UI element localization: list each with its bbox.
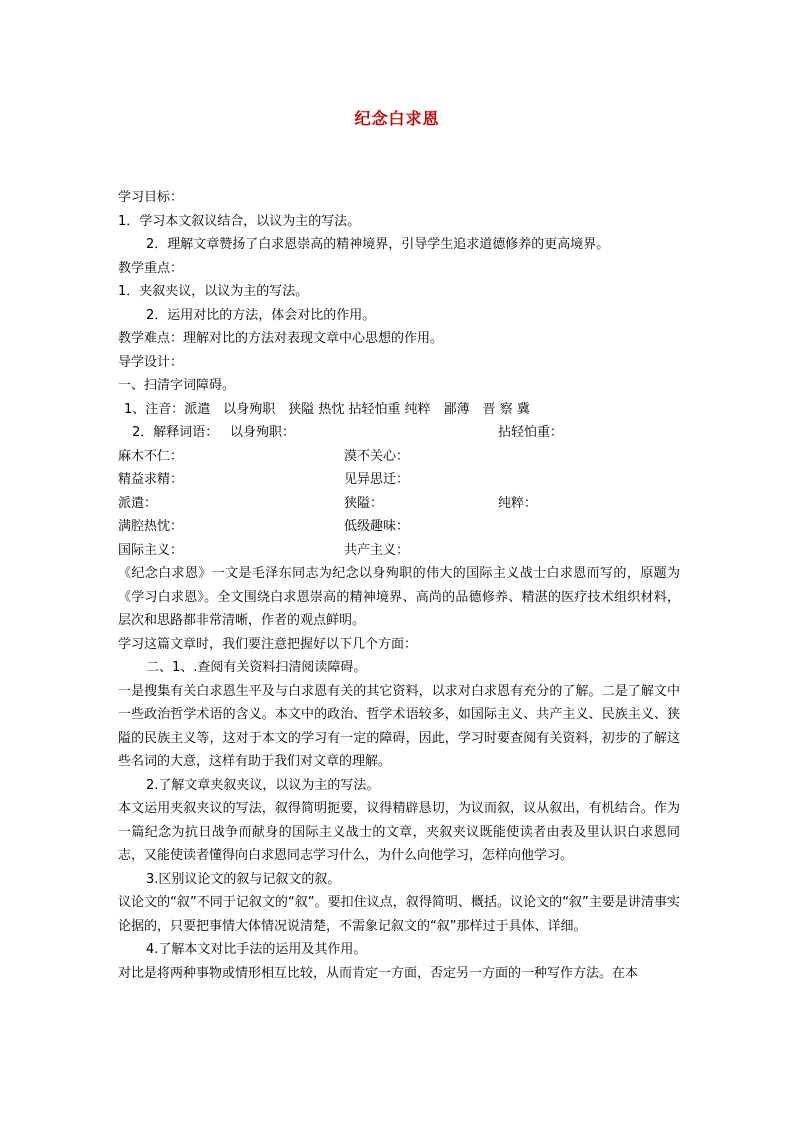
- page-title: 纪念白求恩: [354, 109, 440, 128]
- goals-heading: 学习目标：: [118, 190, 184, 205]
- section-2-1-body: 一是搜集有关白求恩生平及与白求恩有关的其它资料，以求对白求恩有充分的了解。二是了解文中一些政治哲学术语的含义。本文中的政治、哲学术语较多，如国际主义、共产主义、民族主义、狭隘的民族主义等，这对于本文的学习有一定的障碍，因此，学习时要查阅有关资料，初步的了解这些名词的大意，这样有助于我们对文章的理解。: [118, 683, 680, 769]
- vocab-term: 满腔热忱：: [118, 519, 184, 534]
- explain-row: [118, 421, 680, 445]
- key-2: 2．运用对比的方法，体会对比的作用。: [146, 307, 376, 323]
- vocab-term: 漠不关心：: [344, 448, 410, 464]
- section-2-2-heading: 2.了解文章夹叙夹议，以议为主的写法。: [146, 777, 380, 793]
- section-2-3-heading: 3.区别议论文的叙与记叙文的叙。: [146, 871, 341, 887]
- part1-heading: 一、扫清字词障碍。: [118, 378, 236, 393]
- explain-label: 2．解释词语：: [132, 425, 219, 440]
- vocab-row: [118, 445, 680, 469]
- guide-heading: 导学设计：: [118, 354, 184, 370]
- document-body: [118, 186, 680, 985]
- vocab-term: 麻木不仁：: [118, 448, 184, 464]
- vocab-row: [118, 539, 680, 563]
- vocab-row: [118, 468, 680, 492]
- section-2-4-body: 对比是将两种事物或情形相互比较，从而肯定一方面，否定另一方面的一种写作方法。在本: [118, 965, 639, 981]
- key-heading: 教学重点：: [118, 260, 184, 276]
- section-2-3-body: 议论文的“叙”不同于记叙文的“叙”。要扣住议点，叙得简明、概括。议论文的“叙”主要是讲清事实论据的，只要把事情大体情况说清楚，不需象记叙文的“叙”那样过于具体、详细。: [118, 895, 680, 934]
- vocab-row: [118, 492, 680, 516]
- vocab-term: 派遣：: [118, 495, 158, 511]
- vocab-term: 纯粹：: [498, 495, 538, 511]
- section-2-4-heading: 4.了解本文对比手法的运用及其作用。: [146, 942, 367, 957]
- vocab-term: 狭隘：: [344, 495, 384, 511]
- section-2-1-heading: 二、1、.查阅有关资料扫清阅读障碍。: [146, 660, 367, 675]
- vocab-term: 共产主义：: [344, 542, 410, 558]
- vocab-table: [118, 445, 680, 563]
- goal-2: 2．理解文章赞扬了白求恩崇高的精神境界，引导学生追求道德修养的更高境界。: [146, 237, 610, 252]
- key-1: 1．夹叙夹议，以议为主的写法。: [118, 284, 309, 299]
- pinyin-line: 1、注音：派遣 以身殉职 狭隘 热忱 拈轻怕重 纯粹 鄙薄 晋 察 冀: [124, 401, 530, 417]
- vocab-term: 精益求精：: [118, 472, 184, 487]
- explain-word-1: 以身殉职：: [230, 425, 296, 440]
- section-2-2-body: 本文运用夹叙夹议的写法，叙得简明扼要，议得精辟恳切，为议而叙，议从叙出，有机结合。作为一篇纪念为抗日战争而献身的国际主义战士的文章，夹叙夹议既能使读者由表及里认识白求恩同志，又能使读者懂得向白求恩同志学习什么，为什么向他学习，怎样向他学习。: [118, 801, 680, 863]
- vocab-term: 低级趣味：: [344, 519, 410, 534]
- goal-1: 1．学习本文叙议结合，以议为主的写法。: [118, 213, 361, 229]
- difficulty: 教学难点：理解对比的方法对表现文章中心思想的作用。: [118, 331, 444, 346]
- vocab-term: 国际主义：: [118, 542, 184, 558]
- vocab-row: [118, 515, 680, 539]
- vocab-term: 见异思迁：: [344, 472, 410, 487]
- attention-line: 学习这篇文章时，我们要注意把握好以下几个方面：: [118, 636, 418, 652]
- explain-word-2: 拈轻怕重：: [498, 425, 564, 440]
- intro-paragraph: 《纪念白求恩》一文是毛泽东同志为纪念以身殉职的伟大的国际主义战士白求恩而写的，原题为《学习白求恩》。全文围绕白求恩崇高的精神境界、高尚的品德修养、精湛的医疗技术组织材料，层次和思路都非常清晰，作者的观点鲜明。: [118, 566, 680, 628]
